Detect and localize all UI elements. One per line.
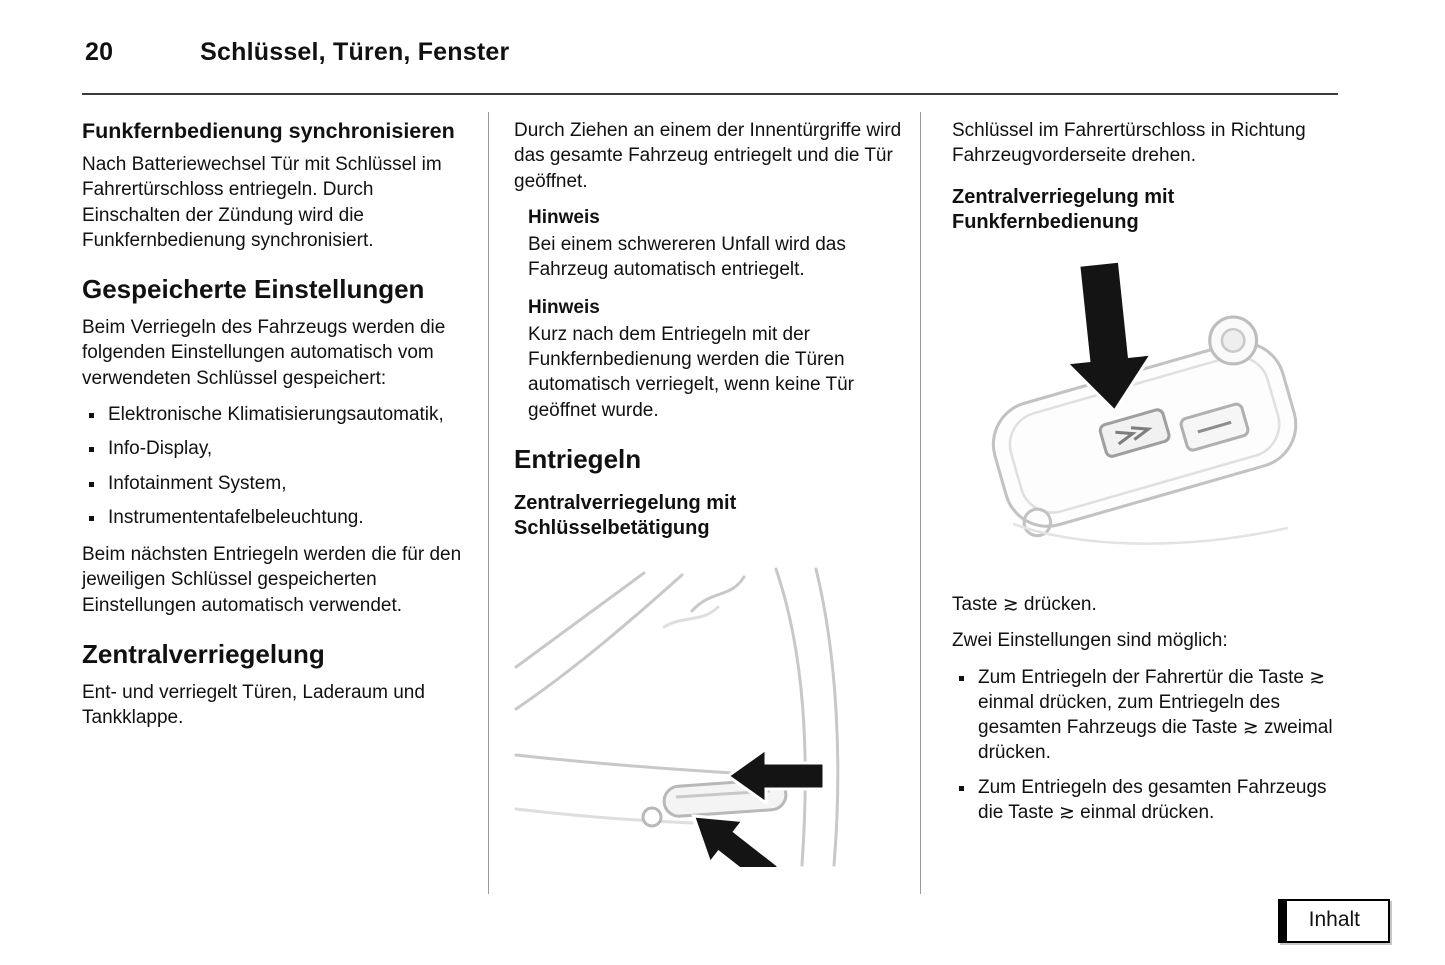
paragraph-saved-intro: Beim Verriegeln des Fahrzeugs werden die folgenden Einstellungen automatisch vom verwendeten Schlüssel gespeichert:: [82, 317, 446, 389]
lock-cylinder: [643, 808, 661, 826]
paragraph-press-button: Taste ≳ drücken.: [952, 594, 1097, 616]
page-number: 20: [85, 38, 114, 66]
column-2: [514, 118, 904, 867]
note-title: Hinweis: [528, 206, 600, 228]
list-item: ▪ Instrumententafelbeleuchtung.: [106, 505, 466, 530]
note-title: Hinweis: [528, 296, 600, 318]
page-header: [85, 38, 509, 67]
remote-key-illustration: [952, 261, 1334, 567]
heading-zentralverriegelung: Zentralverriegelung: [82, 638, 325, 669]
heading-funkfernbedienung-synchronisieren: Funkfernbedienung synchronisieren: [82, 119, 455, 143]
column-3: [952, 118, 1334, 837]
saved-settings-list: [82, 402, 466, 530]
note-block: [514, 205, 904, 283]
paragraph-inner-handle: Durch Ziehen an einem der Innentürgriffe wird das gesamte Fahrzeug entriegelt und die Tür geöffnet.: [514, 120, 902, 192]
door-handle-illustration: [514, 567, 904, 867]
paragraph-two-settings: Zwei Einstellungen sind möglich:: [952, 630, 1228, 652]
paragraph-sync: Nach Batteriewechsel Tür mit Schlüssel im Fahrertürschloss entriegeln. Durch Einschalten der Zündung wird die Funkfernbedienung synchronisiert.: [82, 154, 442, 252]
paragraph-saved-outro: Beim nächsten Entriegeln werden die für den jeweiligen Schlüssel gespeicherten Einstellungen automatisch verwendet.: [82, 544, 462, 616]
list-item: ▪ Zum Entriegeln der Fahrertür die Taste ≳ einmal drücken, zum Entriegeln des gesamten Fahrzeugs die Taste ≳ zweimal drücken.: [976, 665, 1334, 766]
column-divider: [920, 112, 921, 894]
door-handle-drawing: [514, 567, 904, 867]
list-item: ▪ Zum Entriegeln des gesamten Fahrzeugs die Taste ≳ einmal drücken.: [976, 775, 1334, 826]
list-item: ▪ Infotainment System,: [106, 471, 466, 496]
unlock-options-list: [952, 665, 1334, 826]
list-item: ▪ Elektronische Klimatisierungsautomatik,: [106, 402, 466, 427]
note-block: [514, 295, 904, 423]
inhalt-button[interactable]: Inhalt: [1278, 899, 1390, 943]
remote-key-drawing: [952, 261, 1334, 567]
list-item: ▪ Info-Display,: [106, 436, 466, 461]
page-title: Schlüssel, Türen, Fenster: [200, 38, 510, 66]
heading-entriegeln: Entriegeln: [514, 443, 642, 474]
column-divider: [488, 112, 489, 894]
subheading-zentralverriegelung-funk: Zentralverriegelung mit Funkfernbedienung: [952, 185, 1175, 233]
note-text: Bei einem schwereren Unfall wird das Fahrzeug automatisch entriegelt.: [528, 234, 846, 281]
column-1: [82, 118, 466, 741]
heading-gespeicherte-einstellungen: Gespeicherte Einstellungen: [82, 274, 425, 305]
flip-button: [1210, 317, 1257, 364]
header-rule: [82, 93, 1338, 95]
note-text: Kurz nach dem Entriegeln mit der Funkfernbedienung werden die Türen automatisch verriegelt, wenn keine Tür geöffnet wurde.: [528, 323, 854, 421]
paragraph-central: Ent- und verriegelt Türen, Laderaum und Tankklappe.: [82, 681, 425, 728]
paragraph-key-turn: Schlüssel im Fahrertürschloss in Richtung Fahrzeugvorderseite drehen.: [952, 120, 1306, 167]
subheading-zentralverriegelung-schluessel: Zentralverriegelung mit Schlüsselbetätigung: [514, 491, 737, 539]
